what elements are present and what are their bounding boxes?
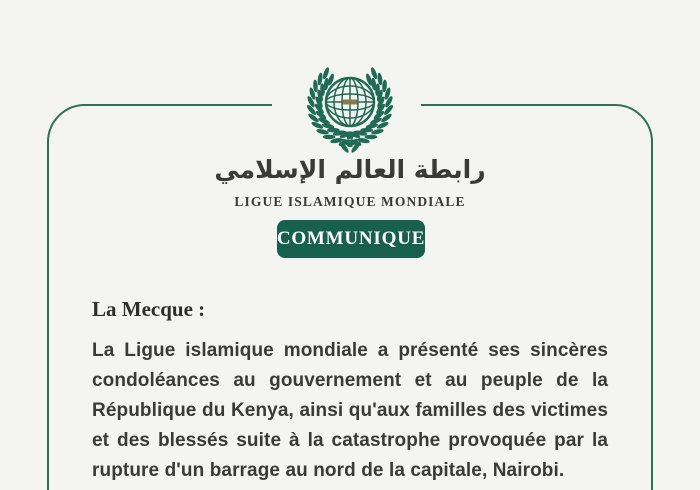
communique-paragraph: La Ligue islamique mondiale a présenté ses sincères condoléances au gouvernement et au peuple de la République du Kenya, ainsi qu'aux familles des victimes et des blessés suite à la catastrophe provoquée par la rupture d'un barrage au nord de la capitale, Nairobi. bbox=[92, 340, 608, 481]
arabic-title: رابطة العالم الإسلامي bbox=[214, 155, 486, 184]
communique-badge bbox=[277, 220, 425, 258]
globe-center-bar bbox=[343, 100, 358, 105]
org-name: LIGUE ISLAMIQUE MONDIALE bbox=[234, 194, 466, 209]
wreath-globe-emblem-icon bbox=[300, 62, 400, 154]
dateline: La Mecque : bbox=[92, 297, 206, 321]
communique-badge-label: COMMUNIQUE bbox=[276, 228, 426, 249]
